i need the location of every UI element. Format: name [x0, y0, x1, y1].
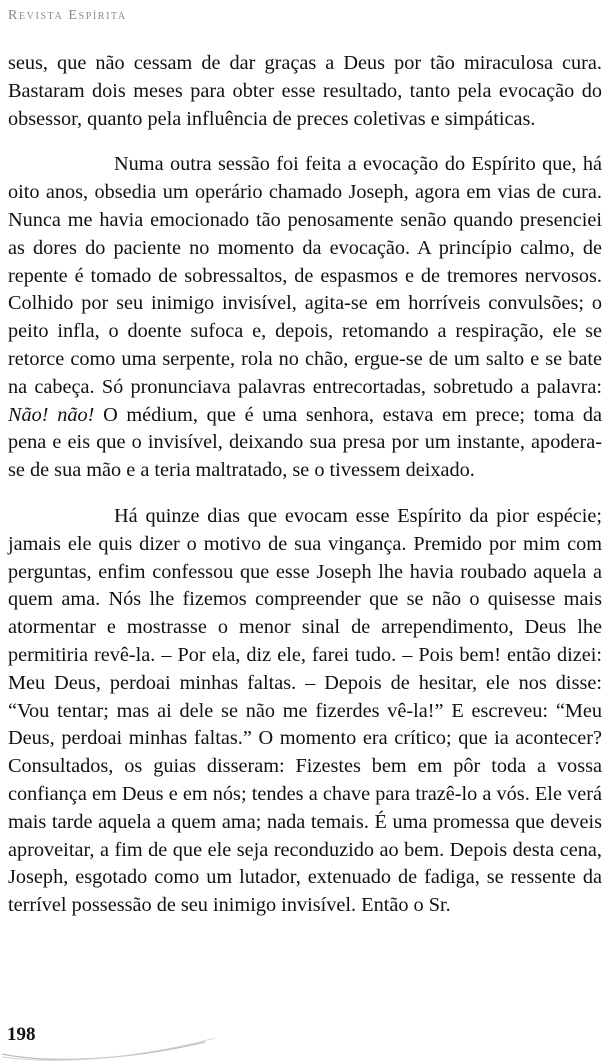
paragraph-text-before-emphasis: Numa outra sessão foi feita a evocação do Espírito que, há oito anos, obsedia um operário chamado Joseph, agora em vias de cura. Nunca me havia emocionado tão penosamente senão quando presenciei as dores do paciente no momento da evocação. A princípio calmo, de repente é tomado de sobressaltos, de espasmos e de tremores nervosos. Colhido por seu inimigo invisível, agita-se em horríveis convulsões; o peito infla, o doente sufoca e, depois, retomando a respiração, ele se retorce como uma serpente, rola no chão, ergue-se de um salto e se bate na cabeça. Só pronunciava palavras entrecortadas, sobretudo a palavra:: [8, 153, 602, 398]
running-header-title: Revista Espírita: [8, 8, 127, 23]
paragraph-spirit-dialogue: Há quinze dias que evocam esse Espírito da pior espécie; jamais ele quis dizer o motivo de sua vingança. Premido por mim com perguntas, enfim confessou que esse Joseph lhe havia roubado aquela a quem ama. Nós lhe fizemos compreender que se não o quisesse mais atormentar e mostrasse o menor sinal de arrependimento, Deus lhe permitiria revê-la. – Por ela, diz ele, farei tudo. – Pois bem! então dizei: Meu Deus, perdoai minhas faltas. – Depois de hesitar, ele nos disse: “Vou tentar; mas ai dele se não me fizerdes vê-la!” E escreveu: “Meu Deus, perdoai minhas faltas.” O momento era crítico; que ia acontecer? Consultados, os guias disseram: Fizestes bem em pôr toda a vossa confiança em Deus e em nós; tendes a chave para trazê-lo a vós. Ele verá mais tarde aquela a quem ama; nada temais. É uma promessa que deveis aproveitar, a fim de que ele seja reconduzido ao bem. Depois desta cena, Joseph, esgotado como um lutador, extenuado de fadiga, se ressente da terrível possessão de seu inimigo invisível. Então o Sr.: [8, 504, 602, 917]
paragraph-text-after-emphasis: O médium, que é uma senhora, estava em prece; toma da pena e eis que o invisível, deixando sua presa por um instante, apodera-se de sua mão e a teria maltratado, se o tivessem deixado.: [8, 403, 603, 482]
paragraph-continuation: seus, que não cessam de dar graças a Deus por tão miraculosa cura. Bastaram dois meses para obter esse resultado, tanto pela evocação do obsessor, quanto pela influência de preces coletivas e simpáticas.: [8, 52, 602, 130]
emphasized-exclamation: Não! não!: [8, 403, 95, 426]
page-number: 198: [7, 1024, 36, 1045]
body-text: [8, 50, 602, 920]
paragraph-joseph-evocation: [8, 151, 602, 485]
page-number-swoosh-ornament: [0, 1020, 250, 1063]
